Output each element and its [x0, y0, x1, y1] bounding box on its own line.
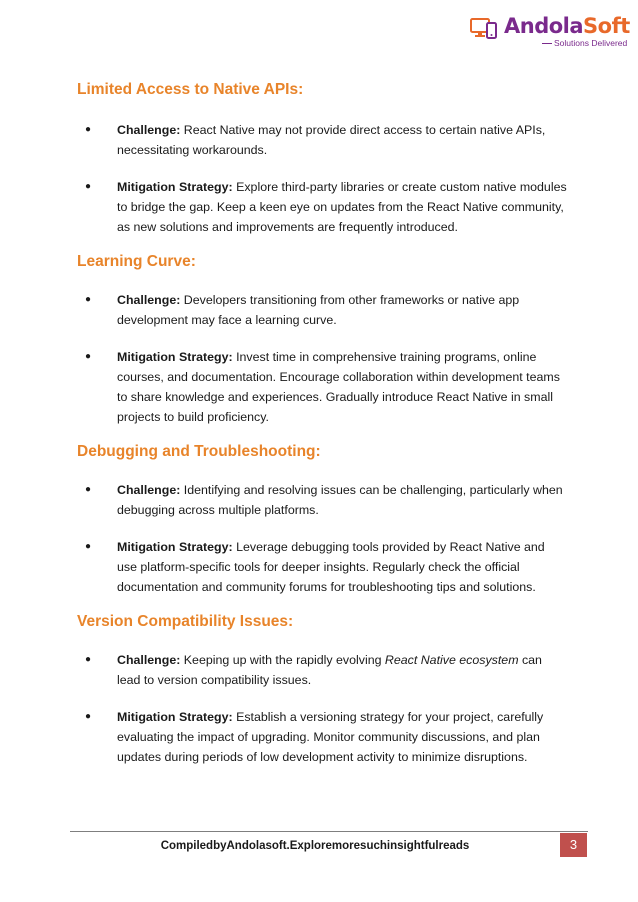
bullet-icon: ●	[85, 541, 92, 552]
item-label: Mitigation Strategy:	[117, 350, 233, 364]
item-italic-text: React Native ecosystem	[384, 653, 519, 667]
footer-divider	[70, 831, 588, 832]
item-text: Leverage debugging tools provided by React Native and use platform-specific tools for deeper insights. Regularly check the official documentation and community forums for troubleshooting tips and solutions.	[117, 540, 545, 594]
item-text-after: can lead to version compatibility issues.	[117, 653, 542, 687]
item-text: Explore third-party libraries or create custom native modules to bridge the gap. Keep a keen eye on updates from the React Native community, as new solutions and improvements are frequently introduced.	[117, 180, 567, 234]
bullet-icon: ●	[85, 351, 92, 362]
item-label: Mitigation Strategy:	[117, 180, 233, 194]
footer-text: CompiledbyAndolasoft.Exploremoresuchinsightfulreads	[160, 840, 470, 852]
list-item	[77, 707, 567, 767]
brand-tagline: Solutions Delivered	[542, 38, 627, 48]
devices-icon	[470, 16, 500, 42]
item-label: Challenge:	[117, 653, 181, 667]
bullet-list	[77, 480, 567, 597]
document-body	[77, 80, 567, 767]
bullet-icon: ●	[85, 294, 92, 305]
item-text: Developers transitioning from other frameworks or native app development may face a learning curve.	[117, 293, 520, 327]
item-text: Invest time in comprehensive training programs, online courses, and documentation. Encourage collaboration within development teams to share knowledge and experiences. Gradually introduce React Native in small projects to build proficiency.	[117, 350, 560, 424]
list-item	[77, 120, 567, 160]
bullet-icon: ●	[85, 711, 92, 722]
bullet-icon: ●	[85, 484, 92, 495]
page-number-badge: 3	[560, 833, 587, 857]
bullet-icon: ●	[85, 124, 92, 135]
item-label: Challenge:	[117, 293, 181, 307]
section-heading: Learning Curve:	[77, 253, 196, 270]
item-text: React Native may not provide direct access to certain native APIs, necessitating workarounds.	[117, 123, 546, 157]
bullet-list	[77, 650, 567, 767]
item-text: Identifying and resolving issues can be challenging, particularly when debugging across multiple platforms.	[117, 483, 563, 517]
item-label: Mitigation Strategy:	[117, 710, 233, 724]
section-heading: Debugging and Troubleshooting:	[77, 443, 321, 460]
list-item	[77, 347, 567, 427]
list-item	[77, 177, 567, 237]
bullet-list	[77, 120, 567, 237]
item-label: Challenge:	[117, 483, 181, 497]
item-label: Mitigation Strategy:	[117, 540, 233, 554]
andolasoft-logo	[470, 12, 630, 52]
section-heading: Limited Access to Native APIs:	[77, 81, 304, 98]
bullet-list	[77, 290, 567, 427]
bullet-icon: ●	[85, 654, 92, 665]
brand-name: AndolaSoft	[504, 14, 630, 38]
bullet-icon: ●	[85, 181, 92, 192]
item-text: Establish a versioning strategy for your project, carefully evaluating the impact of upgrading. Monitor community discussions, and plan updates during periods of low development activity to minimize disruptions.	[117, 710, 544, 764]
list-item	[77, 650, 567, 690]
item-text: Keeping up with the rapidly evolving	[180, 653, 385, 667]
section-heading: Version Compatibility Issues:	[77, 613, 294, 630]
item-label: Challenge:	[117, 123, 181, 137]
list-item	[77, 537, 567, 597]
list-item	[77, 290, 567, 330]
list-item	[77, 480, 567, 520]
